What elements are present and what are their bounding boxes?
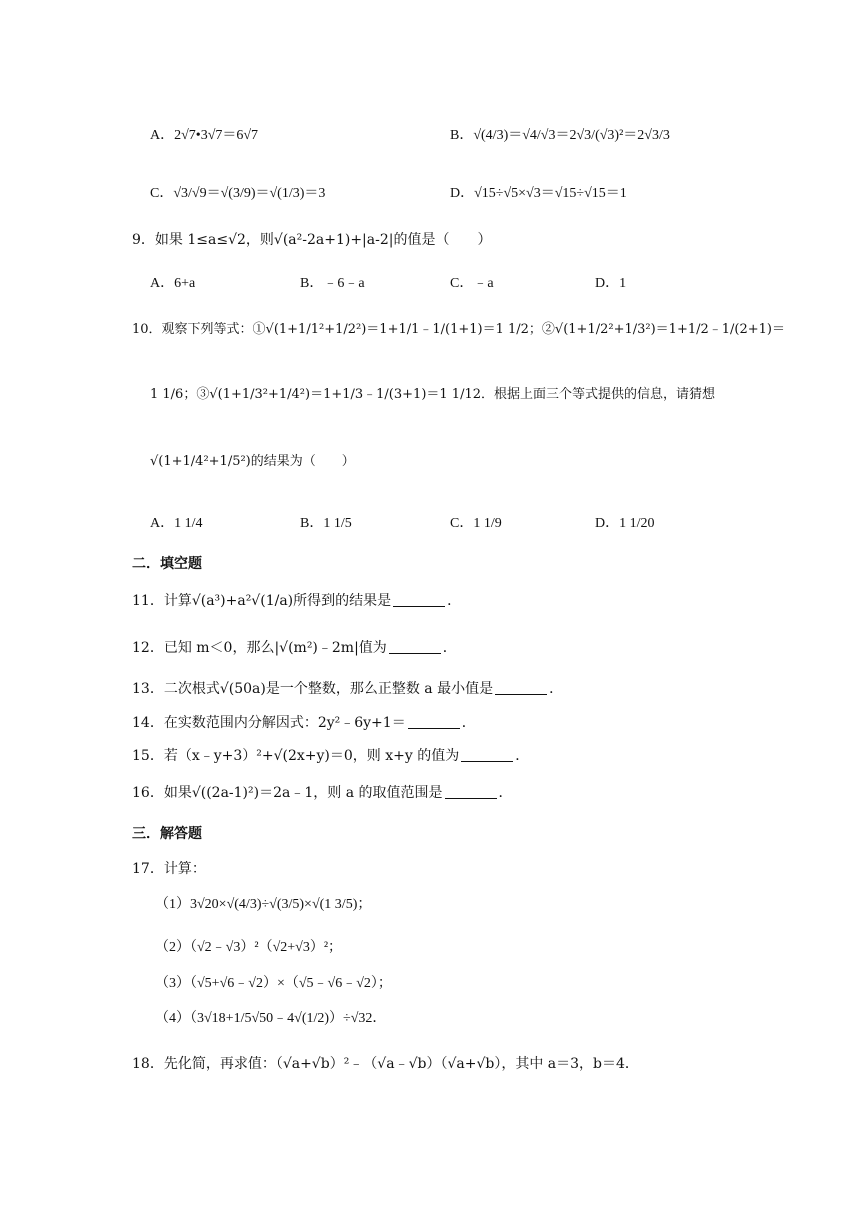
q9-option-c: C．﹣a xyxy=(450,276,494,291)
q14 xyxy=(132,712,476,732)
q17-part-4: （4）（3√18+1/5√50﹣4√(1/2)）÷√32． xyxy=(155,1011,387,1026)
q9-option-a: A．6+a xyxy=(150,276,196,291)
q10-line-1: 10．观察下列等式：①√(1+1/1²+1/2²)＝1+1/1﹣1/(1+1)＝1 1/2；②√(1+1/2²+1/3²)＝1+1/2﹣1/(2+1)＝ xyxy=(132,322,785,337)
q8-option-a: A．2√7•3√7＝6√7 xyxy=(150,128,259,143)
q13-text: 13．二次根式√(50a)是一个整数，那么正整数 a 最小值是 xyxy=(132,681,494,697)
q14-text: 14．在实数范围内分解因式：2y²﹣6y+1＝ xyxy=(132,715,406,731)
q9-option-b: B．﹣6﹣a xyxy=(300,276,365,291)
q8-option-b: B．√(4/3)＝√4/√3＝2√3/(√3)²＝2√3/3 xyxy=(450,128,670,143)
q10-option-d: D．1 1/20 xyxy=(595,516,655,531)
q11-text: 11．计算√(a³)+a²√(1/a)所得到的结果是 xyxy=(132,593,392,609)
section-fill-in-heading: 二．填空题 xyxy=(132,556,202,572)
q11-answer-blank[interactable] xyxy=(393,605,445,607)
q10-option-c: C．1 1/9 xyxy=(450,516,502,531)
q13 xyxy=(132,678,563,698)
q12 xyxy=(132,637,457,657)
q10-line-2: 1 1/6；③√(1+1/3²+1/4²)＝1+1/3﹣1/(3+1)＝1 1/12．根据上面三个等式提供的信息，请猜想 xyxy=(150,387,715,402)
q13-answer-blank[interactable] xyxy=(495,693,547,695)
q16 xyxy=(132,782,513,802)
q10-option-b: B．1 1/5 xyxy=(300,516,352,531)
q14-period: ． xyxy=(461,715,476,731)
q15 xyxy=(132,745,529,765)
q8-option-c: C．√3/√9＝√(3/9)＝√(1/3)＝3 xyxy=(150,186,326,201)
q16-period: ． xyxy=(498,785,513,801)
q18-text: 18．先化简，再求值：（√a+√b）²﹣（√a﹣√b）（√a+√b），其中 a＝3，b＝4． xyxy=(132,1056,639,1072)
q12-text: 12．已知 m＜0，那么|√(m²)﹣2m|值为 xyxy=(132,640,387,656)
q13-period: ． xyxy=(549,681,564,697)
q9-option-d: D．1 xyxy=(595,276,627,291)
q16-answer-blank[interactable] xyxy=(445,797,497,799)
q15-period: ． xyxy=(515,748,530,764)
section-answer-heading: 三．解答题 xyxy=(132,826,202,842)
q10-line-3: √(1+1/4²+1/5²)的结果为（ ） xyxy=(150,454,355,469)
q8-option-d: D．√15÷√5×√3＝√15÷√15＝1 xyxy=(450,186,627,201)
q10-option-a: A．1 1/4 xyxy=(150,516,203,531)
q17-part-1: （1）3√20×√(4/3)÷√(3/5)×√(1 3/5)； xyxy=(155,897,372,912)
q12-answer-blank[interactable] xyxy=(389,652,441,654)
q12-period: ． xyxy=(442,640,457,656)
q14-answer-blank[interactable] xyxy=(408,727,460,729)
q17-part-2: （2）（√2﹣√3）²（√2+√3）²； xyxy=(155,940,343,955)
q9-stem: 9．如果 1≤a≤√2，则√(a²-2a+1)+|a-2|的值是（ ） xyxy=(132,232,492,248)
q17-stem: 17．计算： xyxy=(132,861,206,877)
q11 xyxy=(132,590,461,610)
q16-text: 16．如果√((2a-1)²)＝2a﹣1，则 a 的取值范围是 xyxy=(132,785,443,801)
q15-text: 15．若（x﹣y+3）²+√(2x+y)＝0，则 x+y 的值为 xyxy=(132,748,460,764)
q17-part-3: （3）（√5+√6﹣√2）×（√5﹣√6﹣√2）； xyxy=(155,976,392,991)
q15-answer-blank[interactable] xyxy=(461,760,513,762)
q11-period: ． xyxy=(447,593,462,609)
